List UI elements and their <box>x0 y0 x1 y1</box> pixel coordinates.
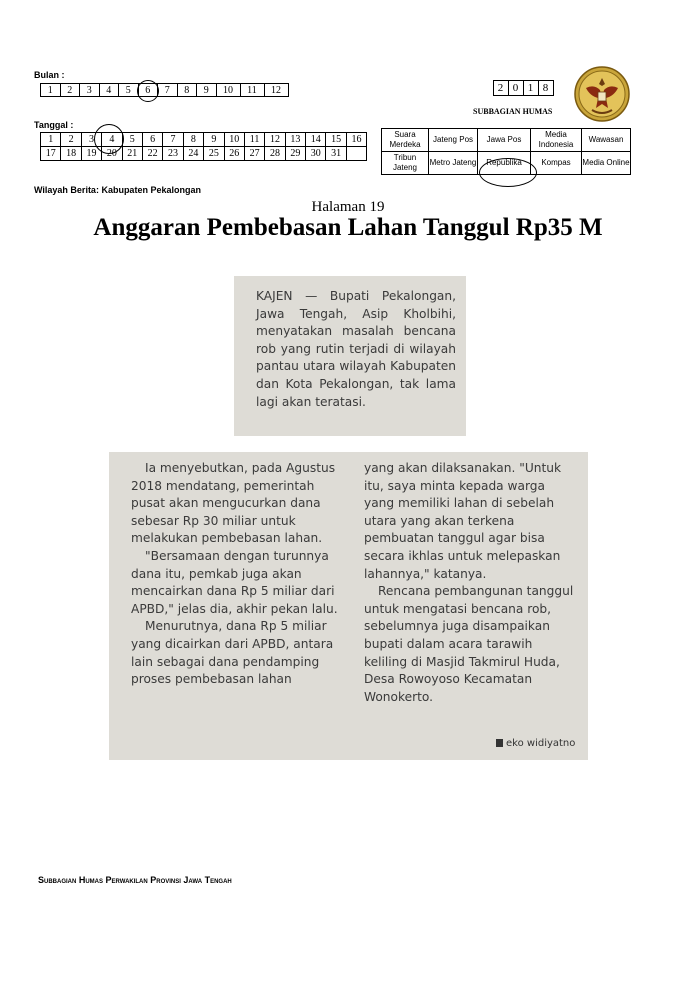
date-cell: 27 <box>244 147 264 161</box>
subbagian-humas-label: SUBBAGIAN HUMAS <box>473 107 553 116</box>
selected-month-circle <box>137 80 159 102</box>
year-digit-cell: 2 <box>494 81 509 96</box>
page-number: Halaman 19 <box>311 199 385 215</box>
month-cell: 2 <box>60 84 80 97</box>
col1-paragraph-1: Ia menyebutkan, pada Agustus 2018 mendatang, pemerintah pusat akan mengucurkan dana sebesar Rp 30 miliar untuk melakukan pembebasan lahan. <box>131 461 336 546</box>
col2-paragraph-1: yang akan dilaksanakan. "Untuk itu, saya minta kepada warga yang memiliki lahan di sebelah utara yang akan terkena pembuatan tanggul agar bisa secara ikhlas untuk melepaskan lahannya," katanya. <box>364 461 562 581</box>
month-cell: 9 <box>197 84 217 97</box>
tanggal-label: Tanggal : <box>34 120 74 130</box>
date-cell: 22 <box>142 147 162 161</box>
body-column-2 <box>364 460 576 706</box>
garuda-emblem-logo <box>574 66 630 122</box>
body-column-1 <box>131 460 351 689</box>
byline-square-icon <box>496 739 503 747</box>
lead-paragraph: KAJEN — Bupati Pekalongan, Jawa Tengah, Asip Kholbihi, menyatakan masalah bencana rob yang rutin terjadi di wilayah pantau utara wilayah Kabupaten dan Kota Pekalongan, tak lama lagi akan teratasi. <box>256 289 456 409</box>
bulan-label: Bulan : <box>34 70 65 80</box>
month-grid <box>40 83 289 97</box>
date-cell: 4 <box>102 133 122 147</box>
date-cell: 8 <box>183 133 203 147</box>
month-cell: 5 <box>119 84 139 97</box>
date-cell: 13 <box>285 133 305 147</box>
date-cell: 19 <box>81 147 101 161</box>
date-cell: 26 <box>224 147 244 161</box>
date-cell: 3 <box>81 133 101 147</box>
year-digit-cell: 0 <box>509 81 524 96</box>
date-cell: 29 <box>285 147 305 161</box>
newspaper-cell: Media Online <box>582 152 631 175</box>
date-cell: 11 <box>244 133 264 147</box>
month-cell: 1 <box>41 84 61 97</box>
newspaper-cell: Media Indonesia <box>531 129 582 152</box>
month-cell: 10 <box>216 84 240 97</box>
date-cell: 21 <box>122 147 142 161</box>
month-cell: 11 <box>240 84 264 97</box>
date-cell: 18 <box>61 147 81 161</box>
clipping-body <box>109 452 588 760</box>
date-grid <box>40 132 367 161</box>
newspaper-cell: Tribun Jateng <box>382 152 429 175</box>
date-cell: 17 <box>41 147 61 161</box>
year-grid <box>493 80 554 96</box>
newspaper-cell: Metro Jateng <box>429 152 478 175</box>
year-digit-cell: 8 <box>539 81 554 96</box>
date-cell: 20 <box>102 147 122 161</box>
month-cell: 7 <box>158 84 178 97</box>
month-cell: 12 <box>264 84 288 97</box>
date-cell: 23 <box>163 147 183 161</box>
date-cell: 1 <box>41 133 61 147</box>
month-cell: 8 <box>177 84 197 97</box>
date-cell: 25 <box>204 147 224 161</box>
date-cell: 12 <box>265 133 285 147</box>
clipping-lead <box>234 276 466 436</box>
footer-text: Subbagian Humas Perwakilan Provinsi Jawa Tengah <box>38 875 232 885</box>
date-cell: 5 <box>122 133 142 147</box>
date-cell: 30 <box>306 147 326 161</box>
date-cell: 2 <box>61 133 81 147</box>
wilayah-berita: Wilayah Berita: Kabupaten Pekalongan <box>34 185 201 195</box>
byline <box>496 735 575 753</box>
month-cell: 6 <box>138 84 158 97</box>
col1-paragraph-2: "Bersamaan dengan turunnya dana itu, pemkab juga akan mencairkan dana Rp 5 miliar dari APBD," jelas dia, akhir pekan lalu. <box>131 548 338 616</box>
newspaper-cell: Wawasan <box>582 129 631 152</box>
selected-paper-circle <box>479 158 537 187</box>
month-cell: 3 <box>80 84 100 97</box>
date-cell: 28 <box>265 147 285 161</box>
col1-paragraph-3: Menurutnya, dana Rp 5 miliar yang dicairkan dari APBD, antara lain sebagai dana pendamping proses pembebasan lahan <box>131 619 334 687</box>
date-cell: 6 <box>142 133 162 147</box>
headline: Anggaran Pembebasan Lahan Tanggul Rp35 M <box>93 214 603 241</box>
date-cell: 7 <box>163 133 183 147</box>
byline-text: eko widiyatno <box>506 738 576 749</box>
date-cell: 15 <box>326 133 346 147</box>
month-cell: 4 <box>99 84 119 97</box>
newspaper-cell: Jateng Pos <box>429 129 478 152</box>
newspaper-cell: Kompas <box>531 152 582 175</box>
date-cell: 16 <box>346 133 366 147</box>
col2-paragraph-2: Rencana pembangunan tanggul untuk mengatasi bencana rob, sebelumnya juga disampaikan bupati dalam acara tarawih keliling di Masjid Takmirul Huda, Desa Rowoyoso Kecamatan Wonokerto. <box>364 584 574 704</box>
date-cell: 31 <box>326 147 346 161</box>
date-cell: 24 <box>183 147 203 161</box>
date-cell: 14 <box>306 133 326 147</box>
newspaper-cell: Suara Merdeka <box>382 129 429 152</box>
newspaper-cell: Republika <box>478 152 531 175</box>
year-digit-cell: 1 <box>524 81 539 96</box>
selected-date-circle <box>94 124 124 154</box>
date-cell: 9 <box>204 133 224 147</box>
newspaper-cell: Jawa Pos <box>478 129 531 152</box>
date-cell <box>346 147 366 161</box>
date-cell: 10 <box>224 133 244 147</box>
